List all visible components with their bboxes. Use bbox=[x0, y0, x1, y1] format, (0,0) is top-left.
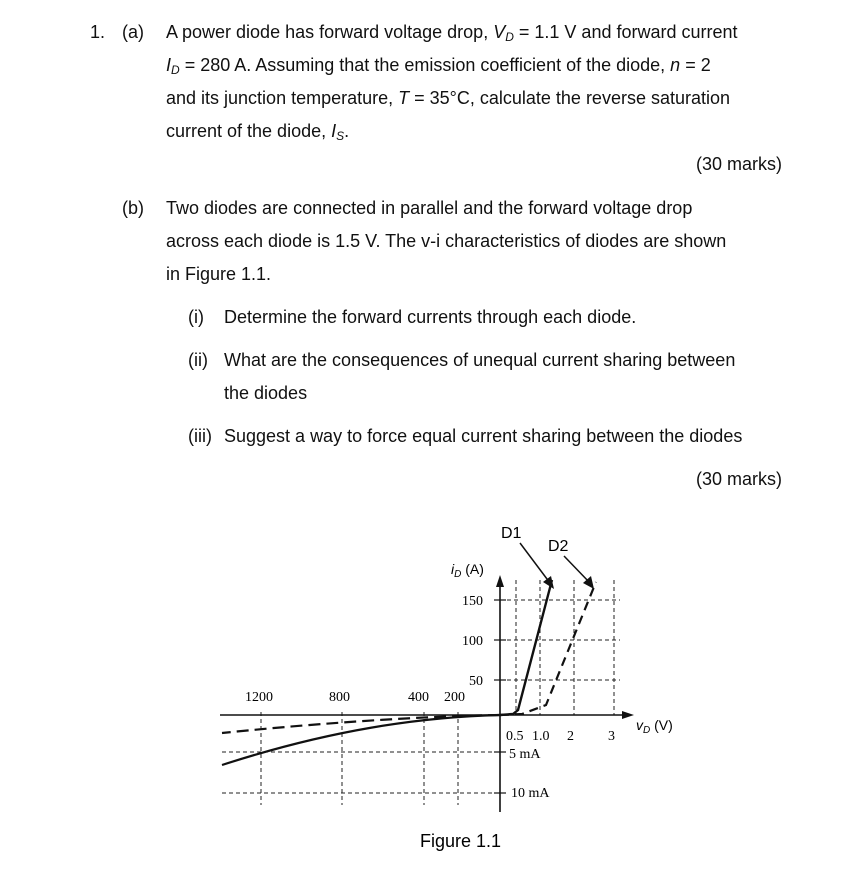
forward-tick-1-0: 1.0 bbox=[532, 729, 550, 744]
d2-pointer bbox=[564, 556, 590, 583]
sub-ii-text-2: the diodes bbox=[224, 383, 308, 403]
forward-tick-0-5: 0.5 bbox=[506, 729, 524, 744]
part-a-line-3: and its junction temperature, T = 35°C, calculate the reverse saturation bbox=[166, 88, 731, 108]
part-a-line-4: current of the diode, $I_S$. bbox=[166, 121, 350, 143]
figure-caption: Figure 1.1 bbox=[420, 831, 502, 851]
d1-pointer-arrow-icon bbox=[543, 576, 554, 589]
reverse-tick-1200: 1200 bbox=[245, 690, 273, 705]
y-axis-label: $i_D$ (A) bbox=[451, 561, 484, 580]
sub-iii-label: (iii) bbox=[188, 426, 212, 446]
sub-ii-text-1: What are the consequences of unequal current sharing between bbox=[224, 350, 736, 370]
reverse-tick-400: 400 bbox=[408, 690, 429, 705]
part-b-marks: (30 marks) bbox=[695, 469, 782, 489]
y-axis-arrow-icon bbox=[496, 575, 504, 587]
part-a-marks: (30 marks) bbox=[695, 154, 782, 174]
d1-label: D1 bbox=[501, 525, 522, 542]
reverse-current-5ma: 5 mA bbox=[509, 747, 541, 762]
question-number: 1. bbox=[90, 22, 106, 42]
reverse-tick-800: 800 bbox=[329, 690, 350, 705]
y-tick-150: 150 bbox=[462, 594, 483, 609]
y-tick-50: 50 bbox=[469, 674, 483, 689]
reverse-current-10ma: 10 mA bbox=[511, 786, 550, 801]
part-b-line-1: Two diodes are connected in parallel and the forward voltage drop bbox=[166, 198, 693, 218]
forward-tick-2: 2 bbox=[567, 729, 574, 744]
part-b-line-2: across each diode is 1.5 V. The v-i characteristics of diodes are shown bbox=[166, 231, 727, 251]
part-a-line-2: $I_D = 280$ A. Assuming that the emission coefficient of the diode, n = 2 bbox=[166, 55, 711, 77]
sub-iii-text: Suggest a way to force equal current sharing between the diodes bbox=[224, 426, 743, 446]
sub-ii-label: (ii) bbox=[188, 350, 208, 370]
d2-label: D2 bbox=[548, 538, 569, 555]
part-a-label: (a) bbox=[122, 22, 144, 42]
x-axis-arrow-icon bbox=[622, 711, 634, 719]
sub-i-label: (i) bbox=[188, 307, 204, 327]
sub-i-text: Determine the forward currents through each diode. bbox=[224, 307, 637, 327]
part-b-label: (b) bbox=[122, 198, 144, 218]
d1-pointer bbox=[520, 543, 550, 583]
x-axis-label: $v_D$ (V) bbox=[636, 717, 673, 736]
part-a-line-1: A power diode has forward voltage drop, $V_D = 1.1$ V and forward current bbox=[166, 22, 738, 44]
y-tick-100: 100 bbox=[462, 634, 483, 649]
d2-curve bbox=[500, 582, 596, 715]
reverse-tick-200: 200 bbox=[444, 690, 465, 705]
forward-tick-3: 3 bbox=[608, 729, 615, 744]
part-b-line-3: in Figure 1.1. bbox=[166, 264, 272, 284]
